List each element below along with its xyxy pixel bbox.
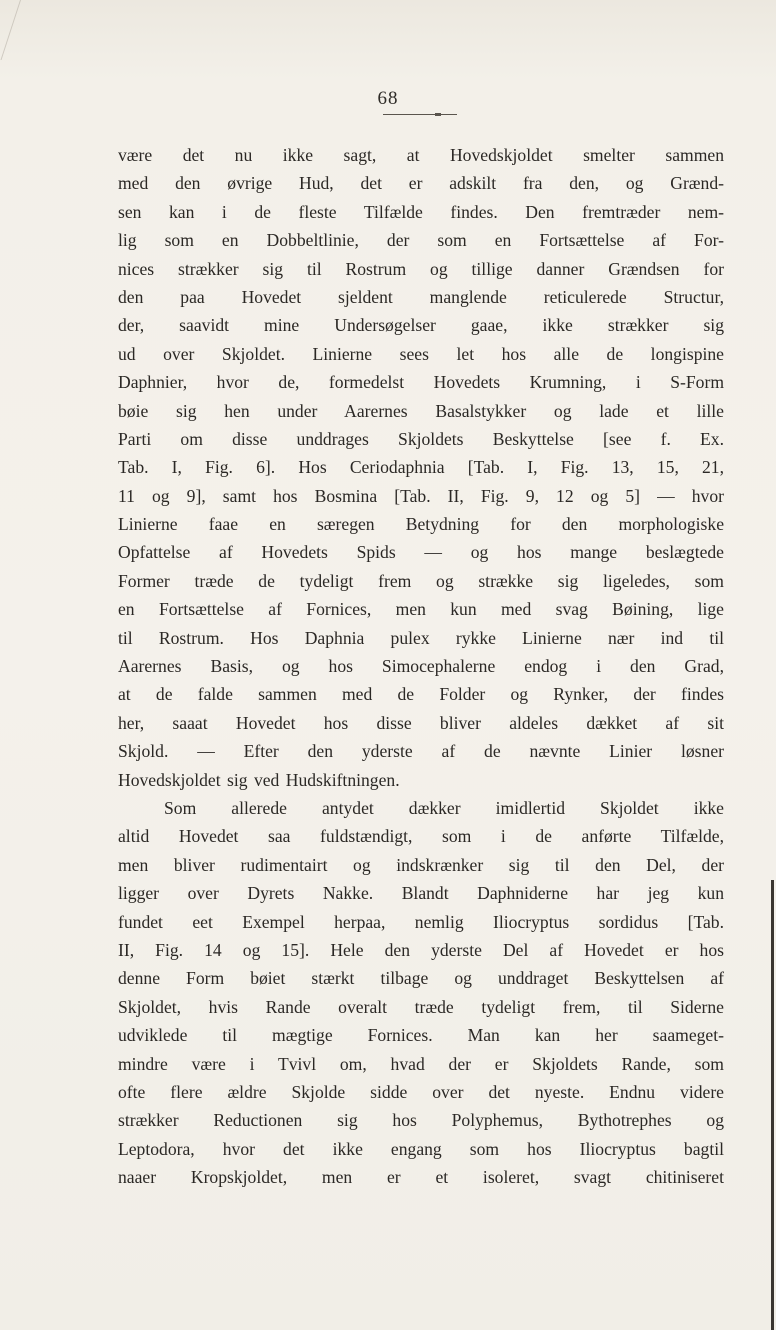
text-line: denne Form bøiet stærkt tilbage og unddraget Beskyttelsen af: [118, 968, 724, 989]
text-line: strækker Reductionen sig hos Polyphemus, Bythotrephes og: [118, 1110, 724, 1131]
page-edge-shadow: [771, 880, 774, 1330]
text-line: ud over Skjoldet. Linierne sees let hos alle de longispine: [118, 343, 724, 364]
text-line: mindre være i Tvivl om, hvad der er Skjoldets Rande, som: [118, 1053, 724, 1074]
text-line: Som allerede antydet dækker imidlertid Skjoldet ikke: [164, 797, 724, 818]
text-line: den paa Hovedet sjeldent manglende reticulerede Structur,: [118, 286, 724, 307]
text-line: Hovedskjoldet sig ved Hudskiftningen.: [118, 769, 400, 790]
text-line: at de falde sammen med de Folder og Rynker, der findes: [118, 684, 724, 705]
text-line: Former træde de tydeligt frem og strække sig ligeledes, som: [118, 570, 724, 591]
text-line: naaer Kropskjoldet, men er et isoleret, svagt chitiniseret: [118, 1167, 724, 1188]
text-line: en Fortsættelse af Fornices, men kun med svag Bøining, lige: [118, 599, 724, 620]
text-line: Daphnier, hvor de, formedelst Hovedets Krumning, i S-Form: [118, 372, 724, 393]
text-line: Aarernes Basis, og hos Simocephalerne endog i den Grad,: [118, 656, 724, 677]
text-line: Tab. I, Fig. 6]. Hos Ceriodaphnia [Tab. I, Fig. 13, 15, 21,: [118, 457, 724, 478]
text-line: der, saavidt mine Undersøgelser gaae, ikke strækker sig: [118, 315, 724, 336]
text-line: Parti om disse unddrages Skjoldets Beskyttelse [see f. Ex.: [118, 428, 724, 449]
text-line: ofte flere ældre Skjolde sidde over det nyeste. Endnu videre: [118, 1081, 724, 1102]
text-line: altid Hovedet saa fuldstændigt, som i de anførte Tilfælde,: [118, 826, 724, 847]
text-line: udviklede til mægtige Fornices. Man kan her saameget-: [118, 1025, 724, 1046]
text-line: være det nu ikke sagt, at Hovedskjoldet smelter sammen: [118, 145, 724, 165]
text-line: Linierne faae en særegen Betydning for den morphologiske: [118, 514, 724, 535]
text-line: med den øvrige Hud, det er adskilt fra den, og Grænd-: [118, 173, 724, 194]
text-line: nices strækker sig til Rostrum og tillige danner Grændsen for: [118, 258, 724, 279]
page-number: 68: [377, 88, 399, 109]
text-line: Skjold. — Efter den yderste af de nævnte Linier løsner: [118, 741, 724, 762]
text-line: Skjoldet, hvis Rande overalt træde tydeligt frem, til Siderne: [118, 996, 724, 1017]
text-line: 11 og 9], samt hos Bosmina [Tab. II, Fig. 9, 12 og 5] — hvor: [118, 485, 724, 506]
text-line: Opfattelse af Hovedets Spids — og hos mange beslægtede: [118, 542, 724, 563]
text-line: ligger over Dyrets Nakke. Blandt Daphniderne har jeg kun: [118, 883, 724, 904]
text-line: fundet eet Exempel herpaa, nemlig Iliocryptus sordidus [Tab.: [118, 911, 724, 932]
text-line: Leptodora, hvor det ikke engang som hos Iliocryptus bagtil: [118, 1138, 724, 1159]
text-line: lig som en Dobbeltlinie, der som en Fortsættelse af For-: [118, 230, 724, 251]
text-line: bøie sig hen under Aarernes Basalstykker og lade et lille: [118, 400, 724, 421]
text-line: II, Fig. 14 og 15]. Hele den yderste Del af Hovedet er hos: [118, 939, 724, 960]
text-line: men bliver rudimentairt og indskrænker sig til den Del, der: [118, 854, 724, 875]
body-text: [118, 141, 724, 1191]
text-line: til Rostrum. Hos Daphnia pulex rykke Linierne nær ind til: [118, 627, 724, 648]
text-line: sen kan i de fleste Tilfælde findes. Den fremtræder nem-: [118, 201, 724, 222]
text-line: her, saaat Hovedet hos disse bliver aldeles dækket af sit: [118, 712, 724, 733]
page-number-rule: [383, 114, 457, 115]
page-corner-mark: [0, 0, 21, 60]
